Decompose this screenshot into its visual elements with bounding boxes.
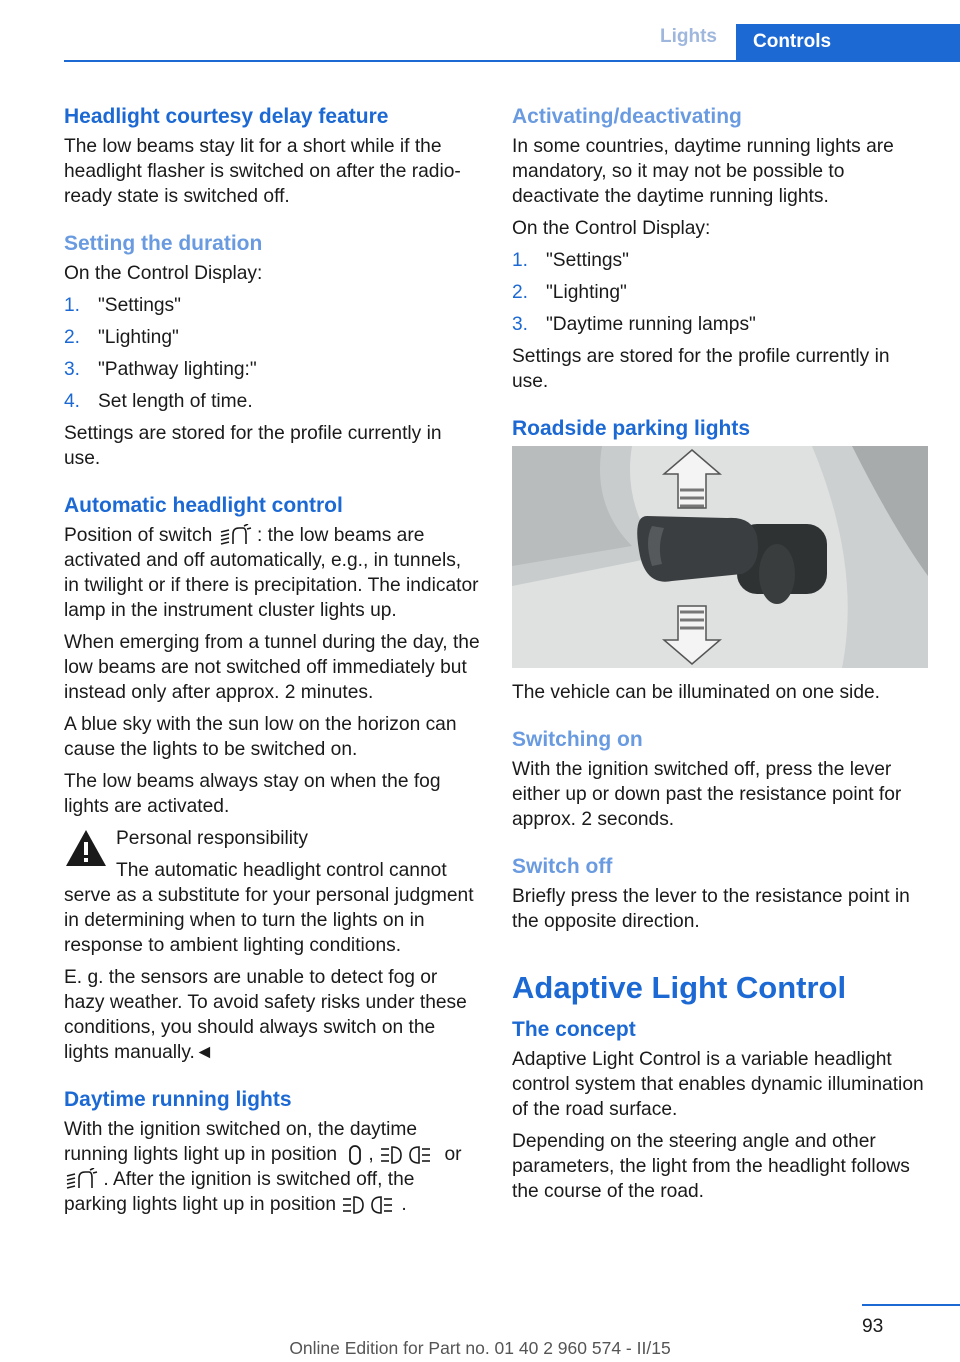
right-column (512, 104, 928, 1211)
list-item: 1. "Settings" (512, 250, 629, 271)
position-zero-icon (342, 1143, 368, 1167)
auto-p5: E. g. the sensors are unable to detect fog or hazy weather. To avoid safety risks under these conditions, you should always switch on the lights manually.◄ (64, 967, 467, 1063)
switch-off-body: Briefly press the lever to the resistance point in the opposite direction. (512, 886, 910, 932)
heading-setting-duration: Setting the duration (64, 232, 263, 255)
list-item: 2. "Lighting" (64, 327, 179, 348)
lever-illustration (512, 446, 928, 668)
auto-p3: A blue sky with the sun low on the horizon can cause the lights to be switched on. (64, 714, 457, 760)
warning-triangle-icon (64, 828, 108, 868)
heading-the-concept: The concept (512, 1018, 636, 1041)
list-item: 3. "Daytime running lamps" (512, 314, 756, 335)
activating-steps (512, 248, 928, 337)
list-item: 2. "Lighting" (512, 282, 627, 303)
warning-title: Personal responsibility (116, 828, 308, 849)
header-tab-lights: Lights (660, 26, 717, 47)
heading-courtesy-delay: Headlight courtesy delay feature (64, 105, 389, 128)
courtesy-body: The low beams stay lit for a short while if the headlight flasher is switched on after the radio-ready state is switched off. (64, 136, 461, 207)
activating-intro: On the Control Display: (512, 218, 711, 239)
parking-lights-icon (379, 1143, 439, 1167)
heading-automatic-headlight: Automatic headlight control (64, 494, 343, 517)
heading-activating: Activating/deactivating (512, 105, 742, 128)
auto-p1: Position of switch : the low beams are activated and off automatically, e.g., in tunnels, in twilight or if there is precipitation. The indicator lamp in the instrument cluster lights up. (64, 525, 479, 621)
alc-p2: Depending on the steering angle and other parameters, the light from the headlight follows the course of the road. (512, 1131, 910, 1202)
heading-switching-on: Switching on (512, 728, 643, 751)
heading-roadside-parking: Roadside parking lights (512, 417, 751, 440)
roadside-caption: The vehicle can be illuminated on one side. (512, 682, 880, 703)
duration-intro: On the Control Display: (64, 263, 263, 284)
heading-adaptive-light-control: Adaptive Light Control (512, 970, 847, 1005)
drl-body: With the ignition switched on, the daytime running lights light up in position , or . After the ignition is switched off, the parking lights light up in position . (64, 1119, 462, 1215)
footer-divider (862, 1304, 960, 1306)
header-tab-controls: Controls (736, 24, 960, 60)
list-item: 4. Set length of time. (64, 391, 253, 412)
auto-headlight-icon (218, 524, 252, 548)
auto-headlight-icon (64, 1168, 98, 1192)
switching-on-body: With the ignition switched off, press the lever either up or down past the resistance point for approx. 2 seconds. (512, 759, 902, 830)
warning-body: The automatic headlight control cannot serve as a substitute for your personal judgment in determining when to turn the lights on in response to ambient lighting conditions. (64, 860, 474, 956)
header-divider (64, 60, 960, 62)
duration-steps (64, 293, 480, 414)
heading-switch-off: Switch off (512, 855, 613, 878)
alc-p1: Adaptive Light Control is a variable headlight control system that enables dynamic illumination of the road surface. (512, 1049, 924, 1120)
auto-p4: The low beams always stay on when the fog lights are activated. (64, 771, 441, 817)
heading-daytime-running: Daytime running lights (64, 1088, 292, 1111)
list-item: 1. "Settings" (64, 295, 181, 316)
duration-note: Settings are stored for the profile currently in use. (64, 423, 442, 469)
warning-notice (64, 826, 480, 851)
list-item: 3. "Pathway lighting:" (64, 359, 257, 380)
left-column (64, 104, 480, 1224)
auto-p2: When emerging from a tunnel during the day, the low beams are not switched off immediately but instead only after approx. 2 minutes. (64, 632, 480, 703)
parking-lights-icon (341, 1193, 401, 1217)
activating-note: Settings are stored for the profile currently in use. (512, 346, 890, 392)
activating-p1: In some countries, daytime running lights are mandatory, so it may not be possible to deactivate the daytime running lights. (512, 136, 894, 207)
footer-edition: Online Edition for Part no. 01 40 2 960 574 - II/15 (289, 1338, 671, 1358)
page-number: 93 (862, 1316, 884, 1337)
